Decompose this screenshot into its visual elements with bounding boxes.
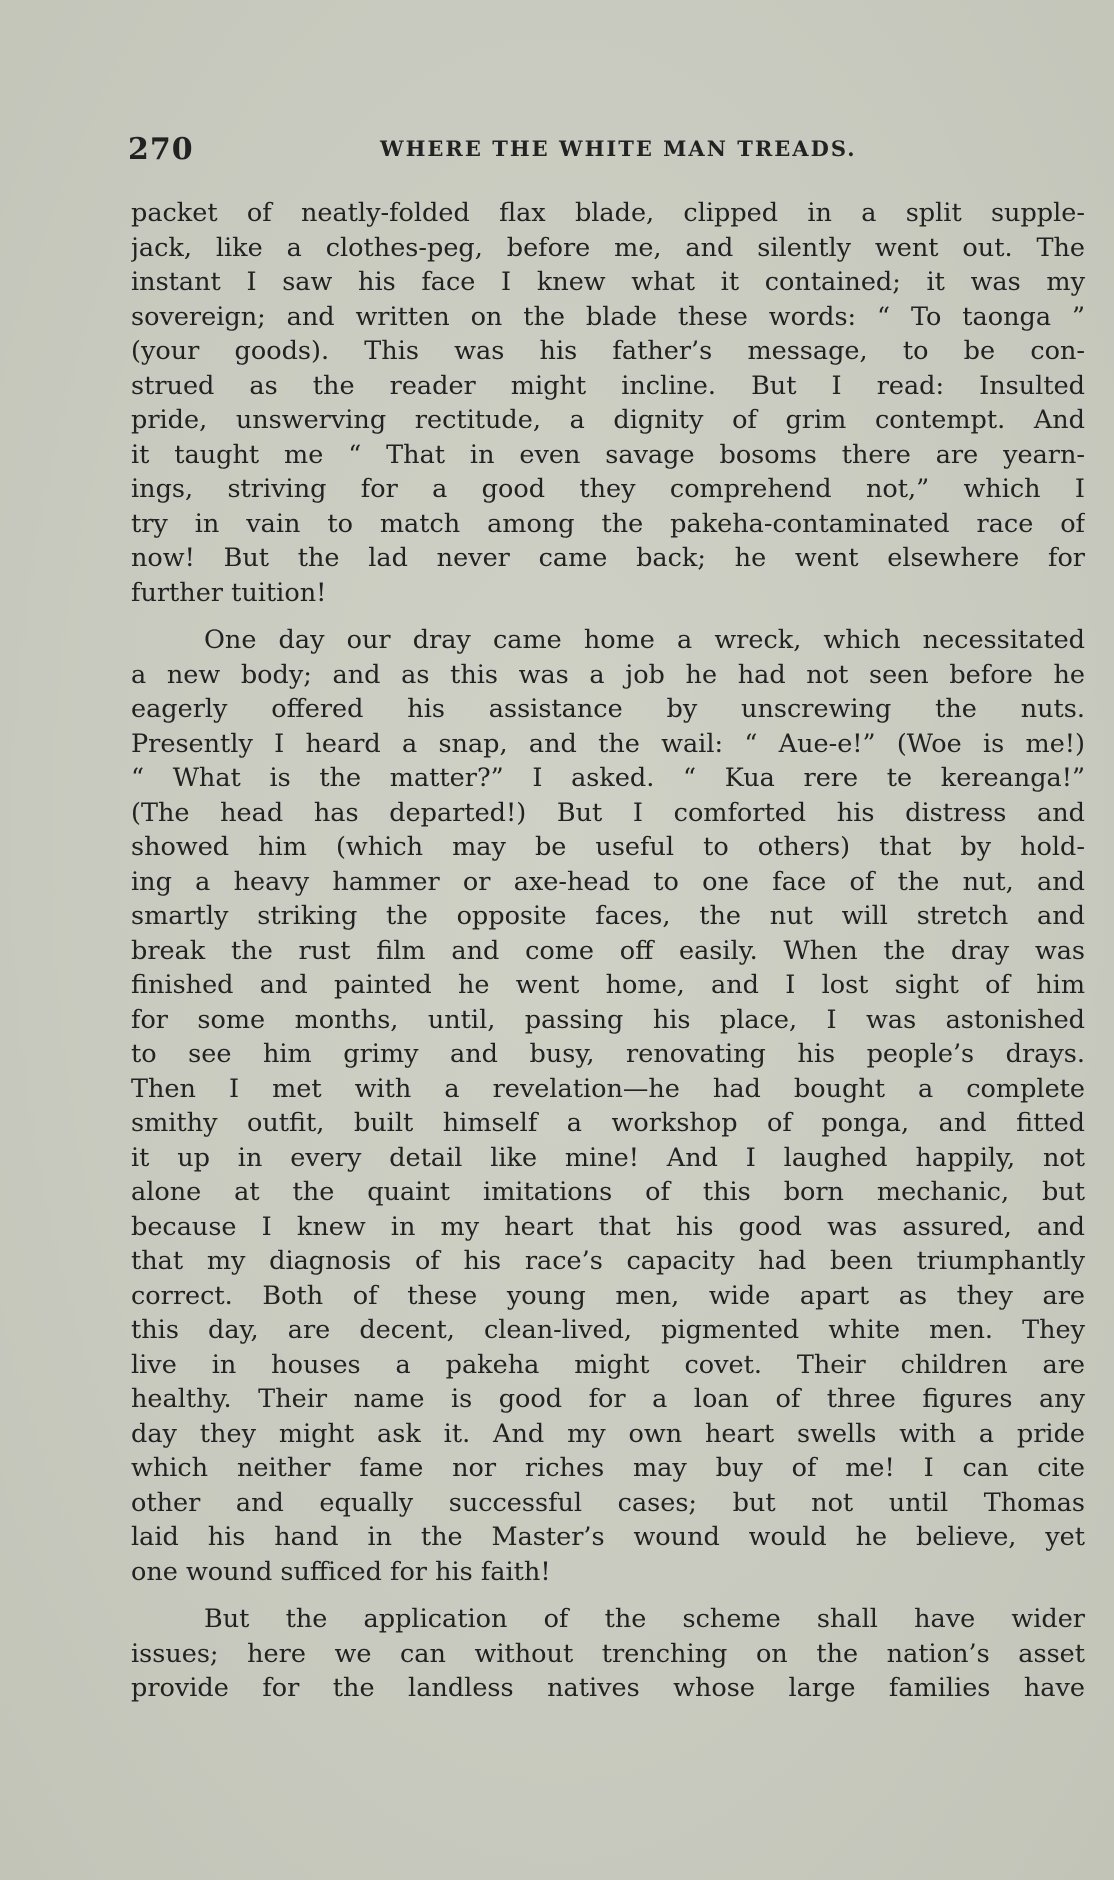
- text-line: ings, striving for a good they comprehend not,” which I: [131, 474, 1085, 504]
- text-line: ing a heavy hammer or axe-head to one face of the nut, and: [131, 866, 1085, 897]
- text-line: alone at the quaint imitations of this born mechanic, but: [131, 1177, 1085, 1207]
- text-line: sovereign; and written on the blade these words: “ To taonga ”: [131, 301, 1085, 332]
- text-line: this day, are decent, clean-lived, pigmented white men. They: [131, 1315, 1085, 1345]
- text-line: strued as the reader might incline. But I read: Insulted: [131, 370, 1085, 401]
- page-number: 270: [128, 132, 194, 167]
- text-line: (The head has departed!) But I comforted his distress and: [131, 797, 1085, 828]
- text-line: a new body; and as this was a job he had not seen before he: [131, 659, 1085, 690]
- text-line: break the rust film and come off easily. When the dray was: [131, 935, 1085, 966]
- text-line: provide for the landless natives whose large families have: [131, 1673, 1085, 1703]
- paragraph: [131, 1602, 1085, 1706]
- paragraph: [131, 196, 1085, 610]
- text-line: smithy outfit, built himself a workshop of ponga, and fitted: [131, 1108, 1085, 1138]
- running-head: WHERE THE WHITE MAN TREADS.: [380, 136, 857, 161]
- text-line: smartly striking the opposite faces, the nut will stretch and: [131, 901, 1085, 931]
- text-line: try in vain to match among the pakeha-contaminated race of: [131, 508, 1085, 539]
- text-line: pride, unswerving rectitude, a dignity of grim contempt. And: [131, 405, 1085, 435]
- text-line: live in houses a pakeha might covet. Their children are: [131, 1349, 1085, 1380]
- paragraph: [131, 623, 1085, 1589]
- text-line: Then I met with a revelation—he had bought a complete: [131, 1073, 1085, 1104]
- text-line: showed him (which may be useful to others) that by hold-: [131, 832, 1085, 862]
- text-line: “ What is the matter?” I asked. “ Kua rere te kereanga!”: [131, 763, 1085, 793]
- text-line: it taught me “ That in even savage bosoms there are yearn-: [131, 439, 1085, 470]
- text-line: healthy. Their name is good for a loan of three figures any: [131, 1384, 1085, 1414]
- text-line: for some months, until, passing his place, I was astonished: [131, 1004, 1085, 1035]
- page-header: [128, 128, 1085, 168]
- text-line: eagerly offered his assistance by unscrewing the nuts.: [131, 694, 1085, 724]
- text-line: one wound sufficed for his faith!: [131, 1556, 551, 1587]
- text-line: finished and painted he went home, and I lost sight of him: [131, 970, 1085, 1000]
- text-line: (your goods). This was his father’s message, to be con-: [131, 336, 1085, 366]
- text-line: now! But the lad never came back; he went elsewhere for: [131, 543, 1085, 573]
- text-line: further tuition!: [131, 577, 327, 608]
- text-line: correct. Both of these young men, wide apart as they are: [131, 1280, 1085, 1311]
- text-line: to see him grimy and busy, renovating his people’s drays.: [131, 1039, 1085, 1069]
- body-text: [131, 196, 1085, 1706]
- text-line: day they might ask it. And my own heart swells with a pride: [131, 1418, 1085, 1449]
- text-line: jack, like a clothes-peg, before me, and silently went out. The: [131, 232, 1085, 263]
- text-line: which neither fame nor riches may buy of me! I can cite: [131, 1453, 1085, 1483]
- text-line: But the application of the scheme shall have wider: [204, 1604, 1085, 1634]
- text-line: that my diagnosis of his race’s capacity had been triumphantly: [131, 1246, 1085, 1276]
- text-line: instant I saw his face I knew what it contained; it was my: [131, 267, 1085, 297]
- text-line: issues; here we can without trenching on the nation’s asset: [131, 1638, 1085, 1669]
- text-line: laid his hand in the Master’s wound would he believe, yet: [131, 1522, 1085, 1552]
- text-line: Presently I heard a snap, and the wail: “ Aue-e!” (Woe is me!): [131, 728, 1085, 759]
- text-line: it up in every detail like mine! And I laughed happily, not: [131, 1142, 1085, 1173]
- text-line: because I knew in my heart that his good was assured, and: [131, 1211, 1085, 1242]
- text-line: packet of neatly-folded flax blade, clipped in a split supple-: [131, 198, 1085, 228]
- text-line: other and equally successful cases; but not until Thomas: [131, 1487, 1085, 1518]
- text-line: One day our dray came home a wreck, which necessitated: [204, 625, 1085, 655]
